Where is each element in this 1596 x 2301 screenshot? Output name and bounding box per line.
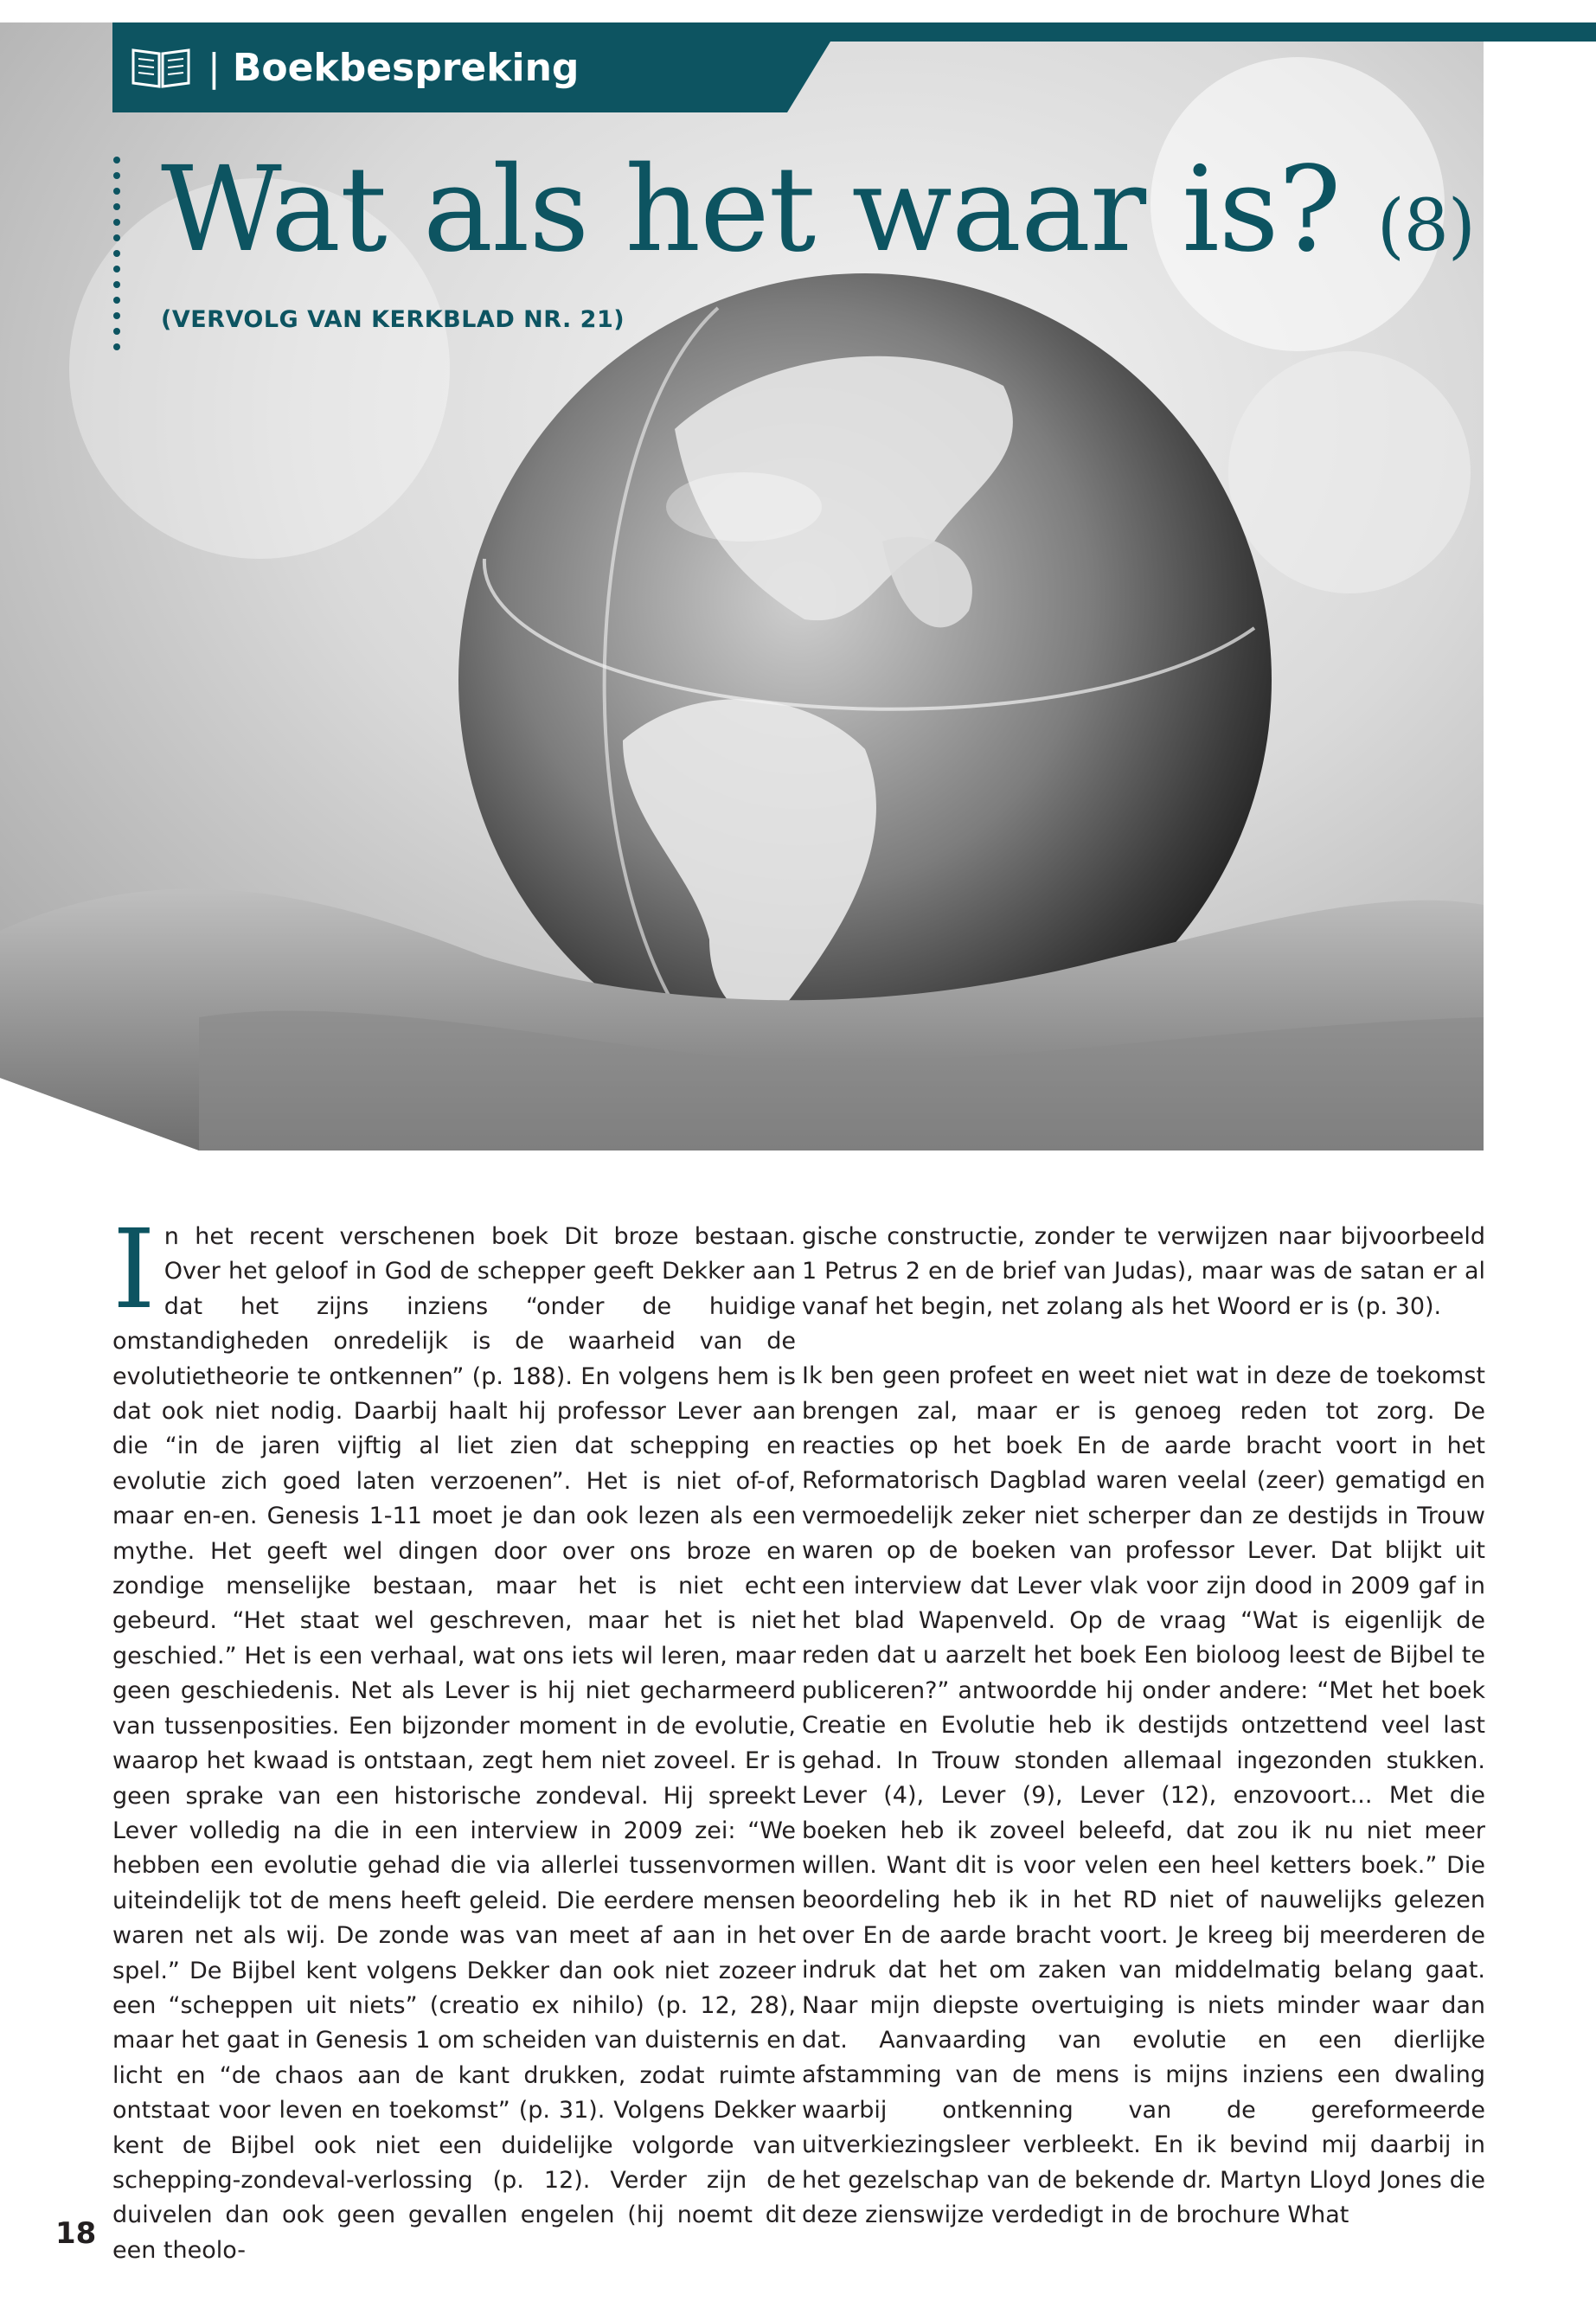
section-label	[112, 22, 579, 112]
article-column-left	[112, 1206, 796, 2268]
page-number: 18	[55, 2216, 97, 2251]
article-title-number: (8)	[1376, 185, 1475, 267]
dotted-rule	[111, 154, 123, 355]
paragraph: Ik ben geen profeet en weet niet wat in deze de toekomst brengen zal, maar er is genoeg reden tot zorg. De reacties op het boek En de aarde bracht voort in het Reformatorisch Dagblad waren veelal (zeer) gematigd en vermoedelijk zeker niet scherper dan ze destijds in Trouw waren op de boeken van professor Lever. Dat blijkt uit een interview dat Lever vlak voor zijn dood in 2009 gaf in het blad Wapenveld. Op de vraag “Wat is eigenlijk de reden dat u aarzelt het boek Een bioloog leest de Bijbel te publiceren?” antwoordde hij onder andere: “Met het boek Creatie en Evolutie heb ik destijds ontzettend veel last gehad. In Trouw stonden allemaal ingezonden stukken. Lever (4), Lever (9), Lever (12), enzovoort... Met die boeken heb ik zoveel beleefd, dat zou ik nu niet meer willen. Want dit is voor velen een heel ketters boek.” Die beoordeling heb ik in het RD niet of nauwelijks gelezen over En de aarde bracht voort. Je kreeg bij meerderen de indruk dat het om zaken van middelmatig belang gaat. Naar mijn diepste overtuiging is niets minder waar dan dat. Aanvaarding van evolutie en een dierlijke afstamming van de mens is mijns inziens een dwaling waarbij ontkenning van de gereformeerde uitverkiezingsleer verbleekt. En ik bevind mij daarbij in het gezelschap van de bekende dr. Martyn Lloyd Jones die deze zienswijze verdedigt in de brochure What	[802, 1362, 1485, 2228]
section-separator: |	[208, 45, 221, 90]
section-name: Boekbespreking	[232, 45, 580, 90]
drop-cap: I	[112, 1206, 156, 1333]
open-book-icon	[130, 43, 192, 92]
article-subtitle: (VERVOLG VAN KERKBLAD NR. 21)	[161, 306, 625, 333]
paragraph: gische constructie, zonder te verwijzen naar bijvoorbeeld 1 Petrus 2 en de brief van Judas), maar was de satan er al vanaf het begin, net zolang als het Woord er is (p. 30).	[802, 1223, 1485, 1320]
article-title	[161, 142, 1475, 279]
article-column-right	[802, 1220, 1485, 2233]
paragraph: n het recent verschenen boek Dit broze bestaan. Over het geloof in God de schepper geeft Dekker aan dat het zijns inziens “onder de huidige omstandigheden onredelijk is de waarheid van de evolutietheorie te ontkennen” (p. 188). En volgens hem is dat ook niet nodig. Daarbij haalt hij professor Lever aan die “in de jaren vijftig al liet zien dat schepping en evolutie zich goed laten verzoenen”. Het is niet of-of, maar en-en. Genesis 1-11 moet je dan ook lezen als een mythe. Het geeft wel dingen door over ons broze en zondige menselijke bestaan, maar het is niet echt gebeurd. “Het staat wel geschreven, maar het is niet geschied.” Het is een verhaal, wat ons iets wil leren, maar geen geschiedenis. Net als Lever is hij niet gecharmeerd van tussenposities. Een bijzonder moment in de evolutie, waarop het kwaad is ontstaan, zegt hem niet zoveel. Er is geen sprake van een historische zondeval. Hij spreekt Lever volledig na die in een interview in 2009 zei: “We hebben een evolutie gehad die via allerlei tussenvormen uiteindelijk tot de mens heeft geleid. Die eerdere mensen waren net als wij. De zonde was van meet af aan in het spel.” De Bijbel kent volgens Dekker dan ook niet zozeer een “scheppen uit niets” (creatio ex nihilo) (p. 12, 28), maar het gaat in Genesis 1 om scheiden van duisternis en licht en “de chaos aan de kant drukken, zodat ruimte ontstaat voor leven en toekomst” (p. 31). Volgens Dekker kent de Bijbel ook niet een duidelijke volgorde van schepping-zondeval-verlossing (p. 12). Verder zijn de duivelen dan ook geen gevallen engelen (hij noemt dit een theolo-	[112, 1223, 796, 2264]
article-title-text: Wat als het waar is?	[161, 142, 1341, 279]
